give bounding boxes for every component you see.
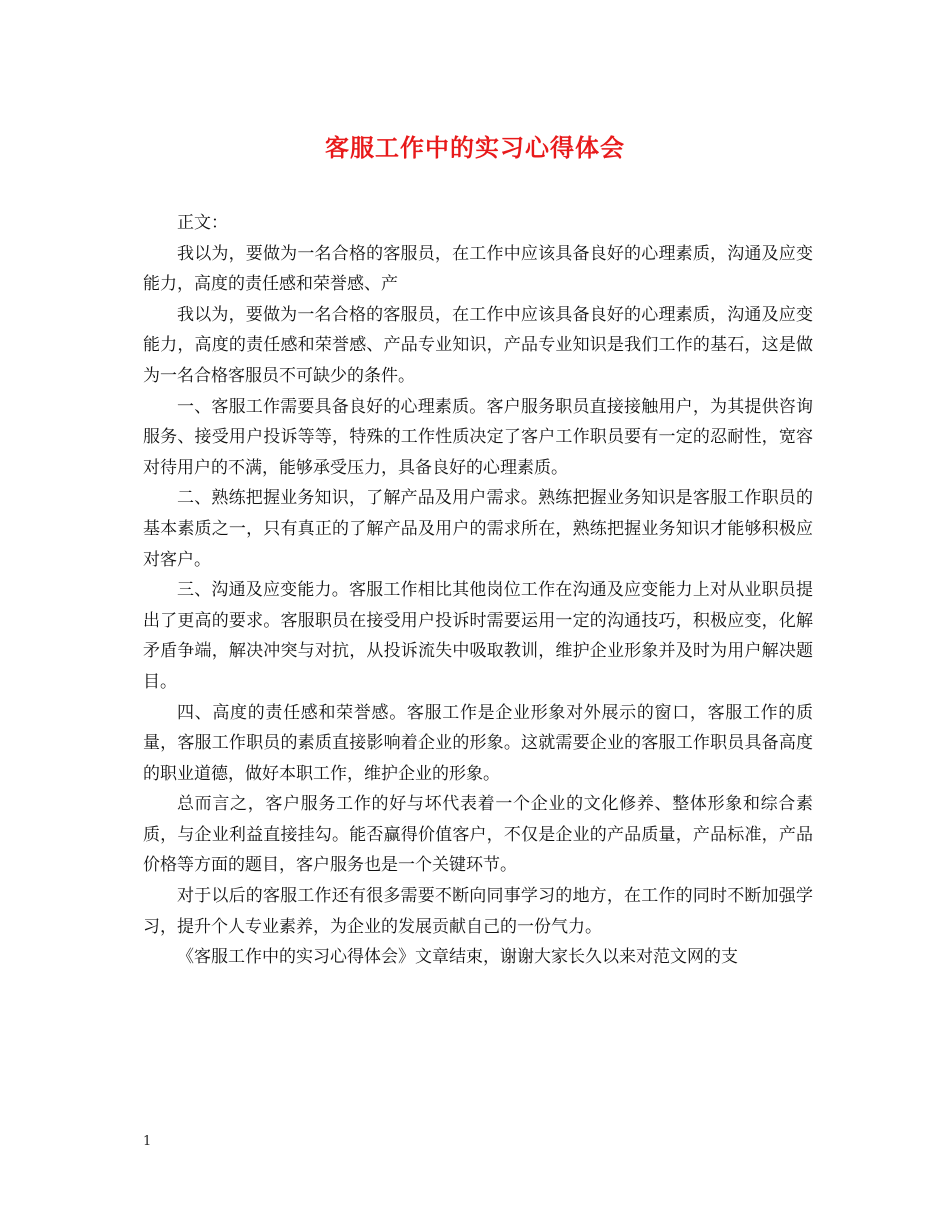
paragraph-intro: 我以为，要做为一名合格的客服员，在工作中应该具备良好的心理素质，沟通及应变能力，高度的责任感和荣誉感、产品专业知识，产品专业知识是我们工作的基石，这是做为一名合格客服员不可缺少的条件。 bbox=[143, 304, 813, 386]
paragraph-heading-label: 正文： bbox=[177, 213, 228, 233]
paragraph-summary: 总而言之，客户服务工作的好与坏代表着一个企业的文化修养、整体形象和综合素质，与企业利益直接挂勾。能否赢得价值客户，不仅是企业的产品质量，产品标准，产品价格等方面的题目，客户服务也是一个关键环节。 bbox=[143, 794, 813, 876]
paragraph-closing: 《客服工作中的实习心得体会》文章结束，谢谢大家长久以来对范文网的支 bbox=[177, 947, 738, 968]
paragraph-future: 对于以后的客服工作还有很多需要不断向同事学习的地方，在工作的同时不断加强学习，提升个人专业素养，为企业的发展贡献自己的一份气力。 bbox=[143, 886, 813, 937]
page-number: 1 bbox=[143, 1134, 152, 1149]
paragraph-point-1: 一、客服工作需要具备良好的心理素质。客户服务职员直接接触用户，为其提供咨询服务、接受用户投诉等等，特殊的工作性质决定了客户工作职员要有一定的忍耐性，宽容对待用户的不满，能够承受压力，具备良好的心理素质。 bbox=[143, 396, 813, 478]
paragraph-point-3: 三、沟通及应变能力。客服工作相比其他岗位工作在沟通及应变能力上对从业职员提出了更高的要求。客服职员在接受用户投诉时需要运用一定的沟通技巧，积极应变，化解矛盾争端，解决冲突与对抗，从投诉流失中吸取教训，维护企业形象并及时为用户解决题目。 bbox=[143, 580, 813, 692]
paragraph-point-2: 二、熟练把握业务知识，了解产品及用户需求。熟练把握业务知识是客服工作职员的基本素质之一，只有真正的了解产品及用户的需求所在，熟练把握业务知识才能够积极应对客户。 bbox=[143, 488, 813, 570]
document-body bbox=[143, 208, 813, 973]
paragraph-point-4: 四、高度的责任感和荣誉感。客服工作是企业形象对外展示的窗口，客服工作的质量，客服工作职员的素质直接影响着企业的形象。这就需要企业的客服工作职员具备高度的职业道德，做好本职工作，维护企业的形象。 bbox=[143, 702, 813, 784]
paragraph-intro-truncated: 我以为，要做为一名合格的客服员，在工作中应该具备良好的心理素质，沟通及应变能力，高度的责任感和荣誉感、产 bbox=[143, 243, 813, 295]
document-title: 客服工作中的实习心得体会 bbox=[325, 133, 625, 162]
